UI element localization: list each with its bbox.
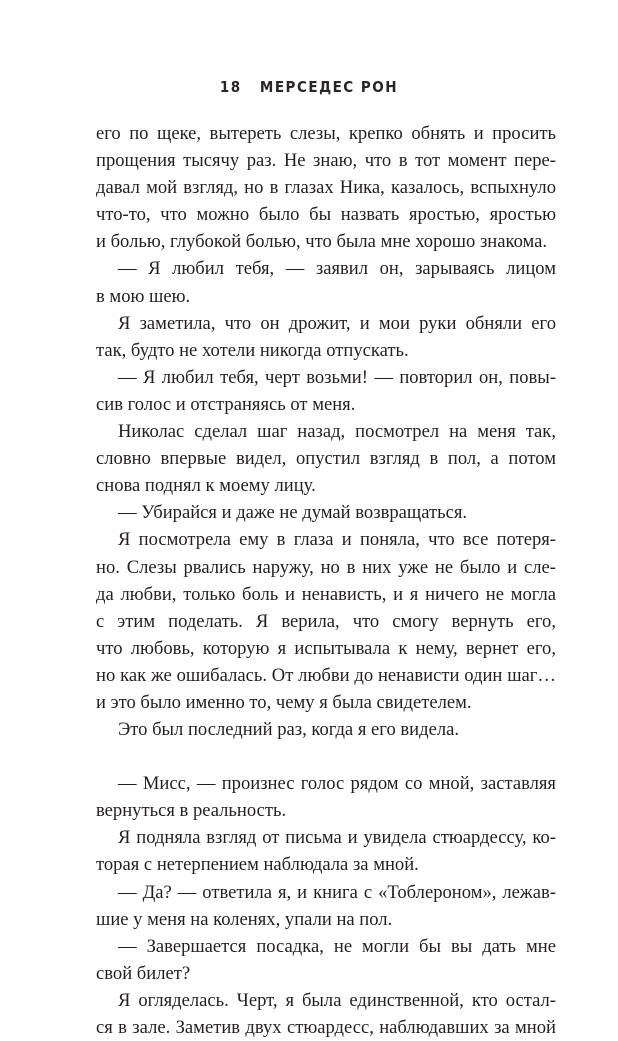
text-line: свой билет? bbox=[96, 962, 191, 984]
text-line: Я подняла взгляд от письма и увидела стюардессу, ко- bbox=[118, 827, 556, 849]
paragraph bbox=[96, 255, 556, 309]
text-line: в мою шею. bbox=[96, 285, 191, 307]
paragraph bbox=[96, 933, 556, 987]
text-line: и это было именно то, чему я была свидетелем. bbox=[96, 691, 472, 713]
text-line: — Я любил тебя, — заявил он, зарываясь лицом bbox=[118, 258, 556, 280]
paragraph bbox=[96, 526, 556, 716]
text-line: Николас сделал шаг назад, посмотрел на меня так, bbox=[118, 421, 556, 443]
running-header bbox=[0, 78, 618, 96]
text-line: снова поднял к моему лицу. bbox=[96, 475, 316, 497]
text-line: торая с нетерпением наблюдала за мной. bbox=[96, 854, 419, 876]
paragraph bbox=[96, 499, 556, 526]
paragraph bbox=[96, 418, 556, 499]
author-name: МЕРСЕДЕС РОН bbox=[259, 78, 399, 96]
text-line: давал мой взгляд, но в глазах Ника, казалось, вспыхнуло bbox=[96, 177, 556, 199]
text-line: — Завершается посадка, не могли бы вы дать мне bbox=[118, 935, 556, 957]
paragraph bbox=[96, 824, 556, 878]
body-text bbox=[96, 120, 556, 1041]
paragraph bbox=[96, 120, 556, 255]
text-line: словно впервые видел, опустил взгляд в пол, а потом bbox=[96, 448, 556, 470]
text-line: что-то, что можно было бы назвать яростью, яростью bbox=[96, 204, 556, 226]
text-line: шие у меня на коленях, упали на пол. bbox=[96, 908, 393, 930]
page-number: 18 bbox=[219, 78, 242, 96]
text-line: с этим поделать. Я верила, что смогу вернуть его, bbox=[96, 610, 556, 632]
text-line: — Да? — ответила я, и книга с «Тоблероном», лежав- bbox=[118, 881, 556, 903]
text-line: вернуться в реальность. bbox=[96, 800, 287, 822]
paragraph bbox=[96, 310, 556, 364]
text-line: Я посмотрела ему в глаза и поняла, что все потеря- bbox=[118, 529, 556, 551]
text-line: сив голос и отстраняясь от меня. bbox=[96, 393, 356, 415]
text-line: но. Слезы рвались наружу, но в них уже не было и сле- bbox=[96, 556, 556, 578]
text-line: прощения тысячу раз. Не знаю, что в тот момент пере- bbox=[96, 150, 556, 172]
text-line: Это был последний раз, когда я его видела. bbox=[118, 719, 460, 741]
text-line: что любовь, которую я испытывала к нему, вернет его, bbox=[96, 637, 556, 659]
paragraph bbox=[96, 770, 556, 824]
paragraph bbox=[96, 879, 556, 933]
text-line: так, будто не хотели никогда отпускать. bbox=[96, 339, 409, 361]
paragraph bbox=[96, 364, 556, 418]
paragraph bbox=[96, 716, 556, 743]
text-line: — Я любил тебя, черт возьми! — повторил он, повы- bbox=[118, 366, 556, 388]
text-line: да любви, только боль и ненависть, и я ничего не могла bbox=[96, 583, 556, 605]
text-line: ся в зале. Заметив двух стюардесс, наблюдавших за мной bbox=[96, 1017, 556, 1038]
text-line: но как же ошибалась. От любви до ненависти один шаг… bbox=[96, 664, 556, 686]
text-line: его по щеке, вытереть слезы, крепко обнять и просить bbox=[96, 123, 556, 144]
paragraph bbox=[96, 987, 556, 1041]
text-line: — Мисс, — произнес голос рядом со мной, заставляя bbox=[118, 773, 556, 795]
text-line: — Убирайся и даже не думай возвращаться. bbox=[118, 502, 468, 524]
text-line: и болью, глубокой болью, что была мне хорошо знакома. bbox=[96, 231, 548, 253]
text-line: Я заметила, что он дрожит, и мои руки обняли его bbox=[118, 312, 556, 334]
text-line: Я огляделась. Черт, я была единственной, кто остал- bbox=[118, 989, 556, 1011]
